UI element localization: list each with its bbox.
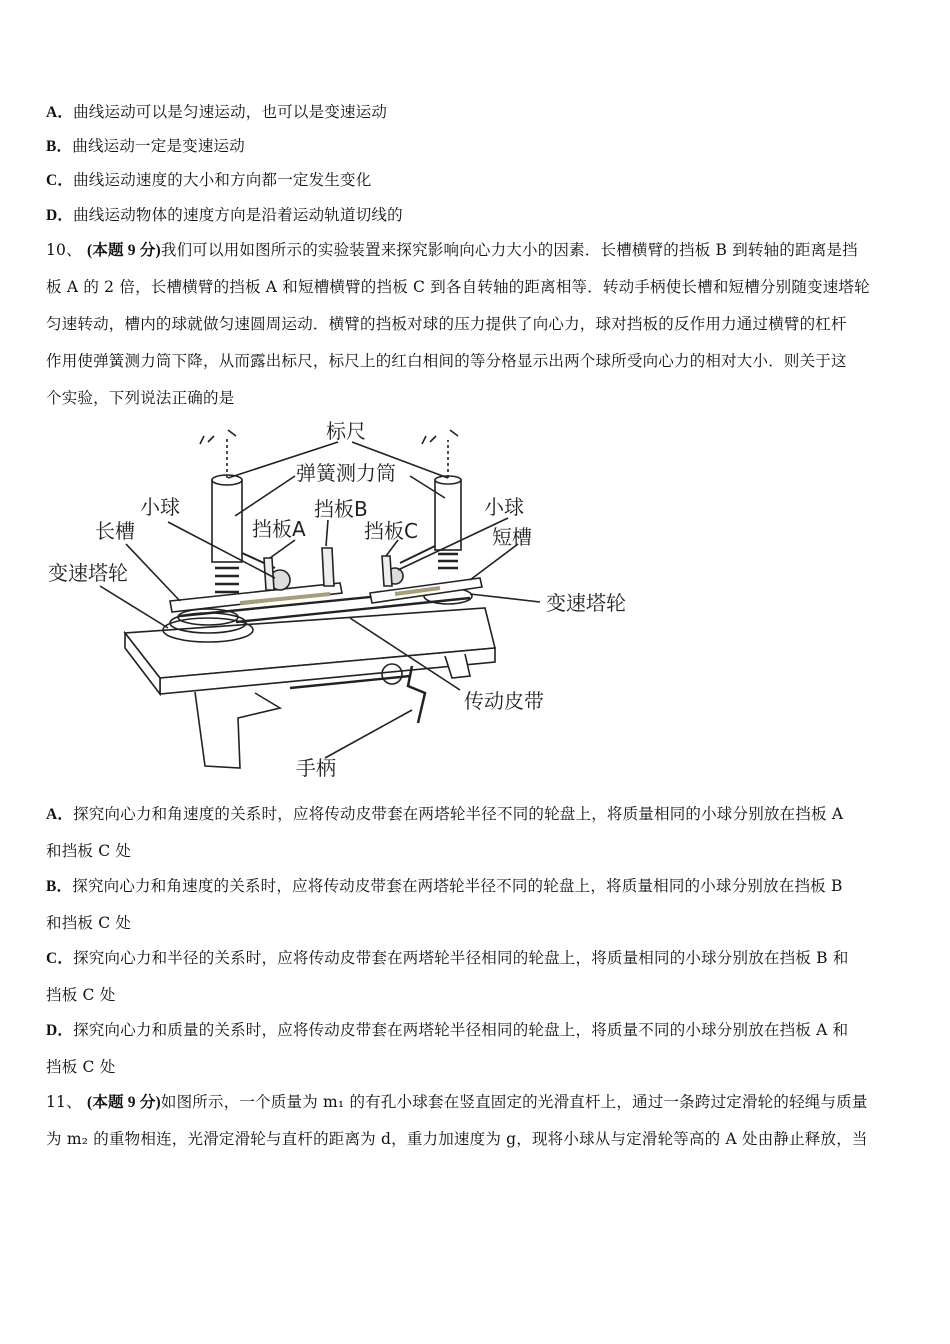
label-long-groove: 长槽 xyxy=(95,519,135,543)
label-pulley-right: 变速塔轮 xyxy=(546,591,626,615)
label-pulley-left: 变速塔轮 xyxy=(48,561,128,585)
label-ruler: 标尺 xyxy=(326,419,366,443)
leader-spring xyxy=(235,476,295,516)
q10-stem-line-2: 板 A 的 2 倍，长槽横臂的挡板 A 和短槽横臂的挡板 C 到各自转轴的距离相等．转动手柄使长槽和短槽分别随变速塔轮 xyxy=(46,278,870,296)
spring-coil-left xyxy=(215,568,239,592)
label-ball-right: 小球 xyxy=(484,495,524,519)
leader-pulley-right xyxy=(470,594,540,602)
leader-handle xyxy=(325,710,412,758)
baffle-c-shape xyxy=(382,556,392,586)
q10-option-d: D．探究向心力和质量的关系时，应将传动皮带套在两塔轮半径相同的轮盘上，将质量不同的小球分别放在挡板 A 和 xyxy=(46,1021,849,1039)
q9-option-b: B．曲线运动一定是变速运动 xyxy=(46,137,245,155)
label-handle: 手柄 xyxy=(296,756,336,780)
q10-option-b: B．探究向心力和角速度的关系时，应将传动皮带套在两塔轮半径不同的轮盘上，将质量相同的小球分别放在挡板 B xyxy=(46,877,843,895)
label-baffle-c: 挡板C xyxy=(364,519,418,543)
crank-handle xyxy=(408,666,425,723)
leader-long-groove xyxy=(126,544,180,601)
label-spring: 弹簧测力筒 xyxy=(296,461,396,485)
table-leg-left xyxy=(195,692,280,768)
label-baffle-b: 挡板B xyxy=(314,497,368,521)
label-ball-left: 小球 xyxy=(140,495,180,519)
q11-stem-line-1: 11、 (本题 9 分)如图所示，一个质量为 m₁ 的有孔小球套在竖直固定的光滑直杆上，通过一条跨过定滑轮的轻绳与质量 xyxy=(46,1093,868,1111)
q9-option-d: D．曲线运动物体的速度方向是沿着运动轨道切线的 xyxy=(46,206,403,224)
spring-coil-right xyxy=(438,554,458,568)
q10-option-a-cont: 和挡板 C 处 xyxy=(46,842,132,860)
leader-short-groove xyxy=(470,544,518,580)
leader-baffle-b xyxy=(326,520,328,546)
q10-stem-line-1: 10、 (本题 9 分)我们可以用如图所示的实验装置来探究影响向心力大小的因素．长槽横臂的挡板 B 到转轴的距离是挡 xyxy=(46,241,858,259)
label-short-groove: 短槽 xyxy=(492,525,532,549)
label-belt: 传动皮带 xyxy=(464,689,544,713)
leader-baffle-a xyxy=(270,540,295,558)
q11-stem-line-2: 为 m₂ 的重物相连，光滑定滑轮与直杆的距离为 d，重力加速度为 g，现将小球从与定滑轮等高的 A 处由静止释放，当 xyxy=(46,1130,868,1148)
q10-option-c-cont: 挡板 C 处 xyxy=(46,986,116,1004)
q9-option-a: A．曲线运动可以是匀速运动，也可以是变速运动 xyxy=(46,103,388,121)
centripetal-force-apparatus-figure xyxy=(40,418,650,790)
spring-cylinder-right xyxy=(435,480,461,550)
q10-option-d-cont: 挡板 C 处 xyxy=(46,1058,116,1076)
q10-option-b-cont: 和挡板 C 处 xyxy=(46,914,132,932)
spring-cylinder-left xyxy=(212,480,242,562)
label-baffle-a: 挡板A xyxy=(252,517,306,541)
ruler-left-ticks xyxy=(200,430,236,444)
q10-stem-line-5: 个实验，下列说法正确的是 xyxy=(46,389,235,407)
leader-pulley-left xyxy=(100,586,168,628)
table-leg-right xyxy=(445,654,470,678)
baffle-b-shape xyxy=(322,548,334,586)
q9-option-c: C．曲线运动速度的大小和方向都一定发生变化 xyxy=(46,171,372,189)
q10-option-c: C．探究向心力和半径的关系时，应将传动皮带套在两塔轮半径相同的轮盘上，将质量相同的小球分别放在挡板 B 和 xyxy=(46,949,849,967)
q10-stem-line-4: 作用使弹簧测力筒下降，从而露出标尺，标尺上的红白相间的等分格显示出两个球所受向心力的相对大小．则关于这 xyxy=(46,352,847,370)
q10-stem-line-3: 匀速转动，槽内的球就做匀速圆周运动．横臂的挡板对球的压力提供了向心力，球对挡板的反作用力通过横臂的杠杆 xyxy=(46,315,847,333)
ruler-right-ticks xyxy=(422,430,458,444)
q10-option-a: A．探究向心力和角速度的关系时，应将传动皮带套在两塔轮半径不同的轮盘上，将质量相同的小球分别放在挡板 A xyxy=(46,805,844,823)
